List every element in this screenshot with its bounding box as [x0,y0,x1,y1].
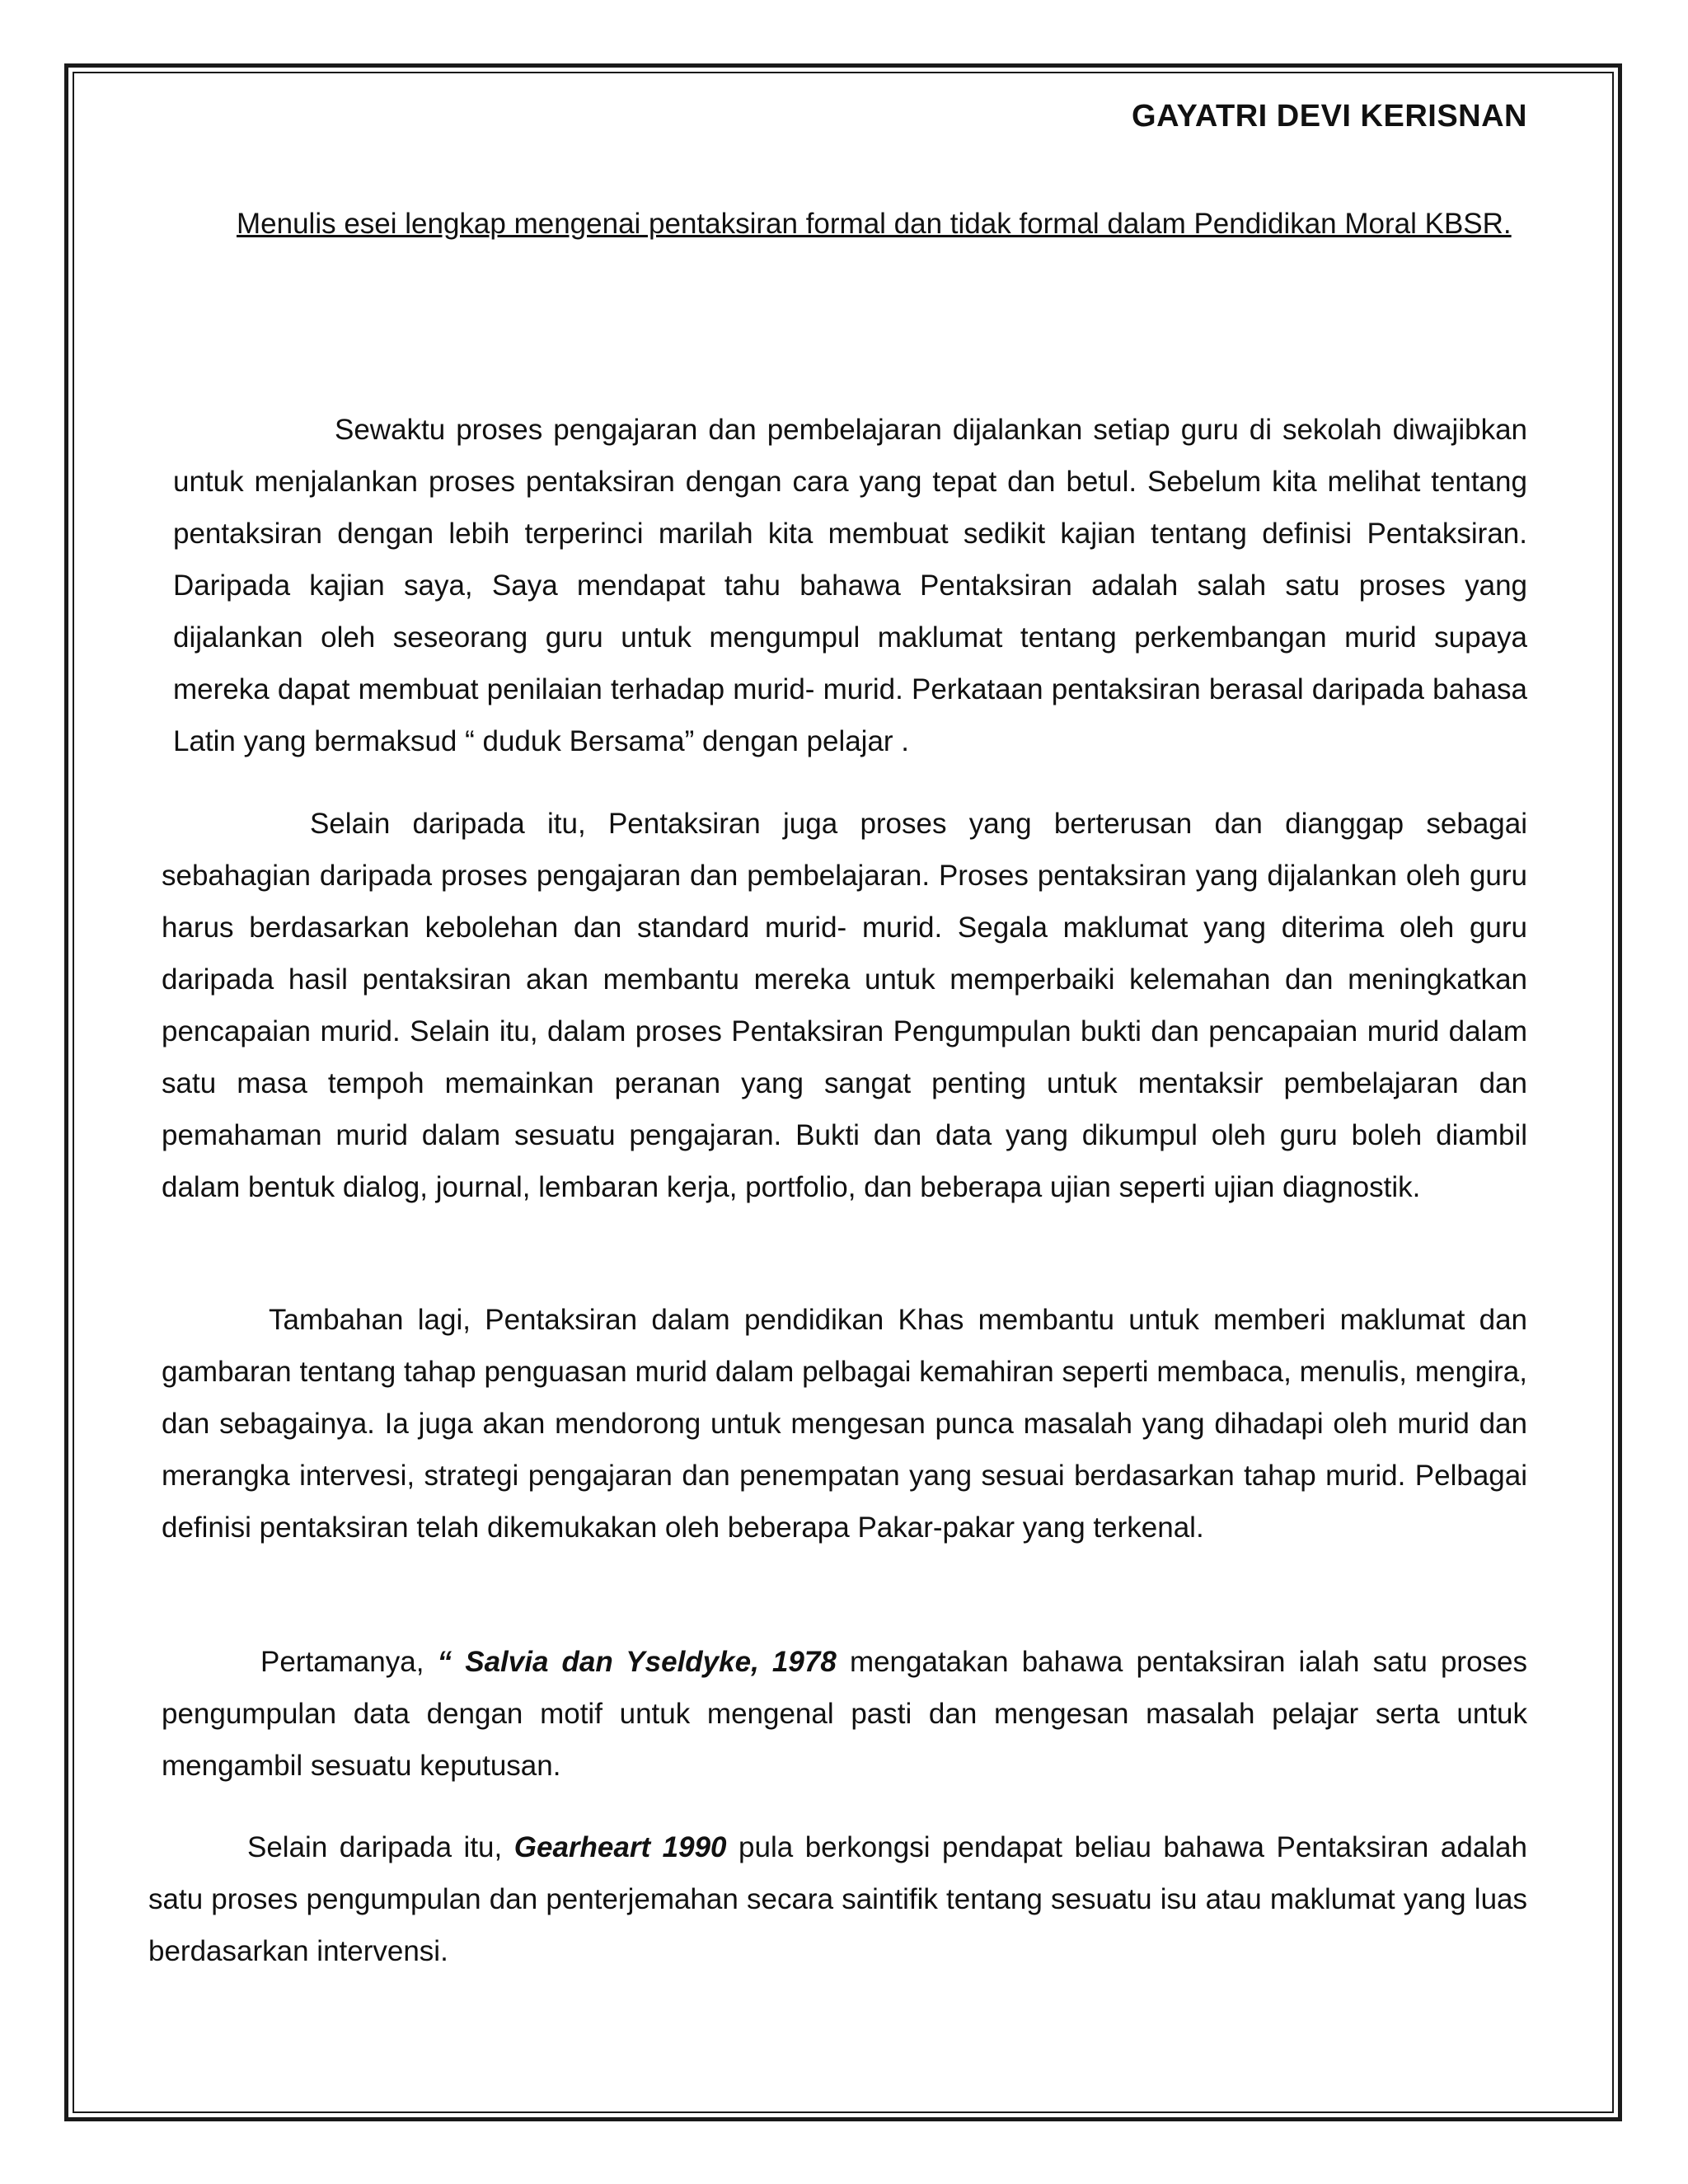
paragraph-2: Selain daripada itu, Pentaksiran juga proses yang berterusan dan dianggap sebagai sebahagian daripada proses pengajaran dan pembelajaran. Proses pentaksiran yang dijalankan oleh guru harus berdasarkan kebolehan dan standard murid- murid. Segala maklumat yang diterima oleh guru daripada hasil pentaksiran akan membantu mereka untuk memperbaiki kelemahan dan meningkatkan pencapaian murid. Selain itu, dalam proses Pentaksiran Pengumpulan bukti dan pencapaian murid dalam satu masa tempoh memainkan peranan yang sangat penting untuk mentaksir pembelajaran dan pemahaman murid dalam sesuatu pengajaran. Bukti dan data yang dikumpul oleh guru boleh diambil dalam bentuk dialog, journal, lembaran kerja, portfolio, dan beberapa ujian seperti ujian diagnostik. [162,808,1527,1203]
paragraph-4-body: mengatakan bahawa pentaksiran ialah satu proses pengumpulan data dengan motif untuk mengenal pasti dan mengesan masalah pelajar serta untuk mengambil sesuatu keputusan. [162,1646,1527,1782]
citation-gearheart: Gearheart 1990 [513,1831,727,1863]
citation-salvia-yseldyke: “ Salvia dan Yseldyke, 1978 [437,1646,837,1678]
paragraph-4-intro: Pertamanya, [260,1646,438,1678]
paragraph-5-body: pula berkongsi pendapat beliau bahawa Pentaksiran adalah satu proses pengumpulan dan penterjemahan secara saintifik tentang sesuatu isu atau maklumat yang luas berdasarkan intervensi. [148,1831,1527,1967]
paragraph-4 [162,1636,1527,1792]
paragraph-5-intro: Selain daripada itu, [247,1831,514,1863]
paragraph-5 [148,1821,1527,1977]
task-title: Menulis esei lengkap mengenai pentaksiran formal dan tidak formal dalam Pendidikan Moral KBSR. [237,208,1512,240]
paragraph-1: Sewaktu proses pengajaran dan pembelajaran dijalankan setiap guru di sekolah diwajibkan untuk menjalankan proses pentaksiran dengan cara yang tepat dan betul. Sebelum kita melihat tentang pentaksiran dengan lebih terperinci marilah kita membuat sedikit kajian tentang definisi Pentaksiran. Daripada kajian saya, Saya mendapat tahu bahawa Pentaksiran adalah salah satu proses yang dijalankan oleh seseorang guru untuk mengumpul maklumat tentang perkembangan murid supaya mereka dapat membuat penilaian terhadap murid- murid. Perkataan pentaksiran berasal daripada bahasa Latin yang bermaksud “ duduk Bersama” dengan pelajar . [173,414,1527,757]
author-name: GAYATRI DEVI KERISNAN [1132,99,1527,134]
paragraph-3: Tambahan lagi, Pentaksiran dalam pendidikan Khas membantu untuk memberi maklumat dan gambaran tentang tahap penguasan murid dalam pelbagai kemahiran seperti membaca, menulis, mengira, dan sebagainya. Ia juga akan mendorong untuk mengesan punca masalah yang dihadapi oleh murid dan merangka intervesi, strategi pengajaran dan penempatan yang sesuai berdasarkan tahap murid. Pelbagai definisi pentaksiran telah dikemukakan oleh beberapa Pakar-pakar yang terkenal. [162,1304,1527,1544]
